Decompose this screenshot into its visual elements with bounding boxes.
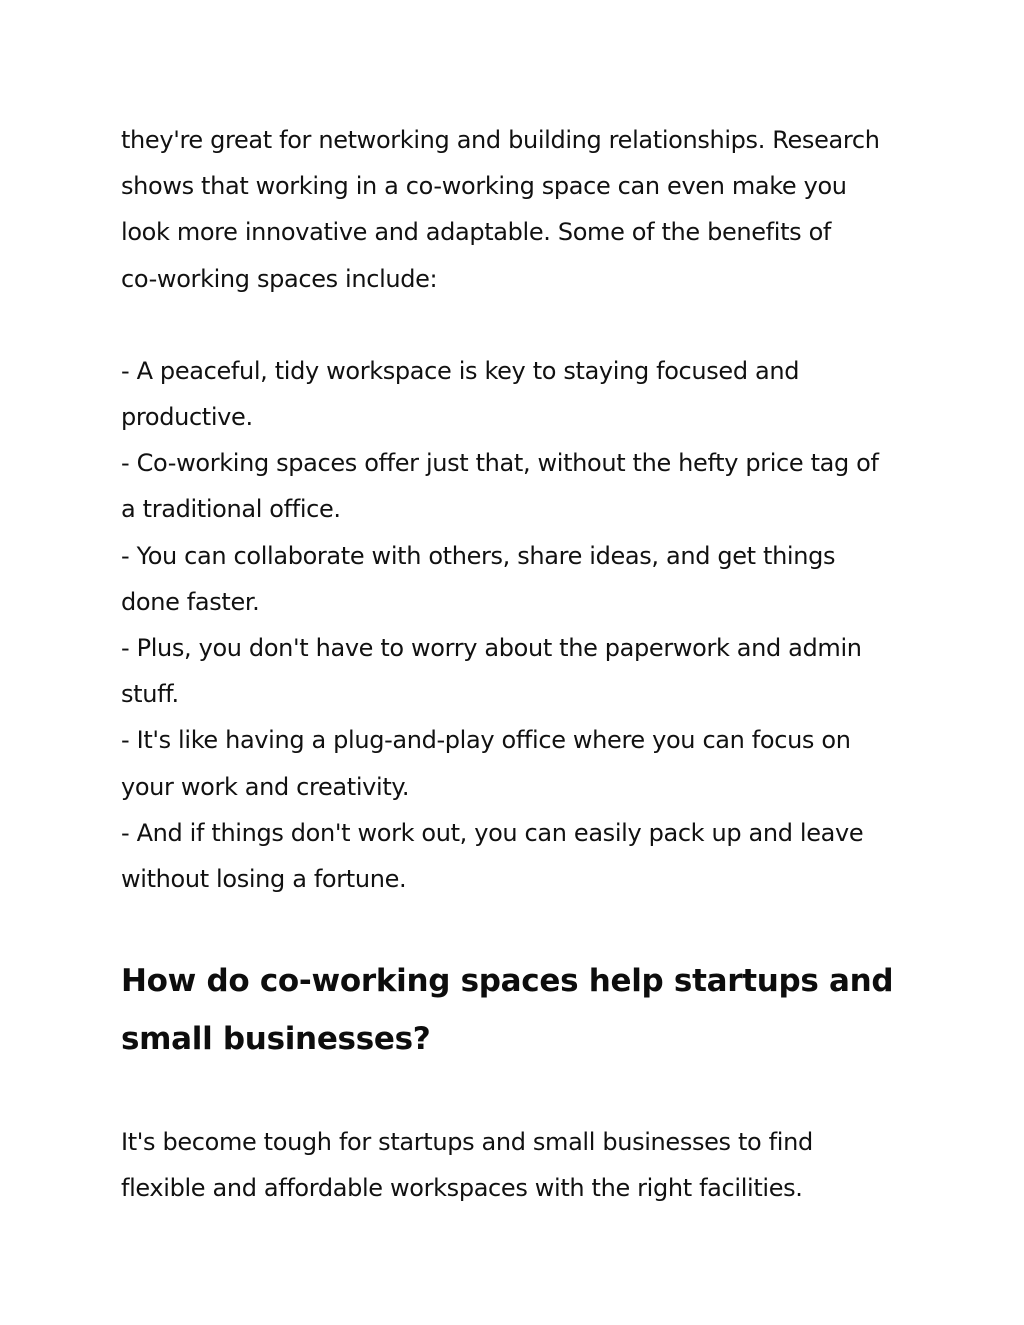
- intro-line: co-working spaces include:: [121, 264, 438, 293]
- section-line: It's become tough for startups and small businesses to find: [121, 1128, 813, 1157]
- heading-line: How do co-working spaces help startups and: [121, 963, 894, 1000]
- benefits-list: [121, 348, 921, 902]
- list-item: [121, 625, 921, 717]
- intro-line: they're great for networking and building relationships. Research: [121, 126, 880, 154]
- list-item-line: - And if things don't work out, you can easily pack up and leave: [121, 818, 864, 847]
- list-item-line: - Co-working spaces offer just that, without the hefty price tag of: [121, 449, 879, 478]
- list-item: [121, 348, 921, 440]
- list-item-line: a traditional office.: [121, 495, 341, 524]
- intro-line: shows that working in a co-working space can even make you: [121, 172, 847, 201]
- list-item: [121, 440, 921, 532]
- heading-line: small businesses?: [121, 1021, 431, 1058]
- intro-paragraph: [121, 117, 921, 302]
- list-item: [121, 717, 921, 809]
- list-item-line: done faster.: [121, 587, 260, 616]
- list-item-line: without losing a fortune.: [121, 865, 407, 894]
- list-item: [121, 810, 921, 902]
- section-line: flexible and affordable workspaces with the right facilities.: [121, 1174, 803, 1203]
- intro-line: look more innovative and adaptable. Some of the benefits of: [121, 218, 832, 247]
- list-item-line: your work and creativity.: [121, 772, 410, 801]
- list-item-line: stuff.: [121, 680, 179, 709]
- list-item-line: productive.: [121, 403, 253, 432]
- section-paragraph: [121, 1119, 921, 1211]
- document-page: [121, 117, 921, 1212]
- list-item-line: - Plus, you don't have to worry about the paperwork and admin: [121, 634, 862, 663]
- list-item-line: - It's like having a plug-and-play office where you can focus on: [121, 726, 851, 755]
- section-heading: [121, 952, 921, 1068]
- list-item-line: - You can collaborate with others, share ideas, and get things: [121, 541, 836, 570]
- list-item: [121, 533, 921, 625]
- list-item-line: - A peaceful, tidy workspace is key to staying focused and: [121, 356, 800, 385]
